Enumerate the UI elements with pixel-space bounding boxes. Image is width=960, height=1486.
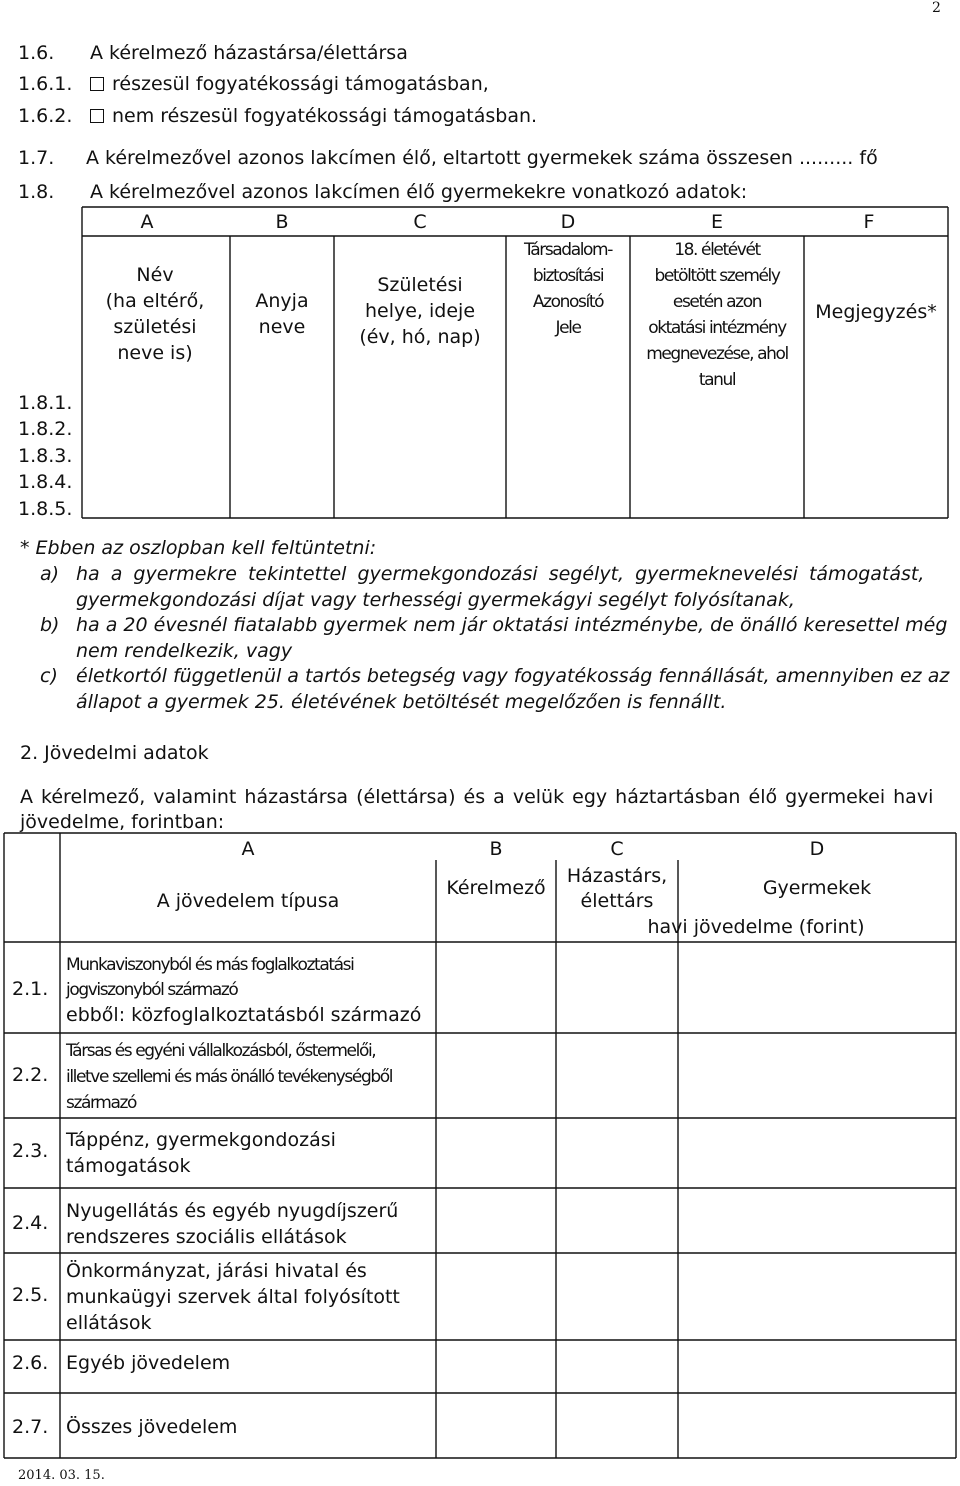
col-letter-d: D bbox=[560, 211, 576, 233]
header-birth-place-date: Születési helye, ideje (év, hó, nap) bbox=[359, 274, 481, 348]
section-2-intro-line2: jövedelme, forintban: bbox=[20, 811, 225, 833]
item-1-6-1 bbox=[90, 73, 489, 95]
checkbox[interactable] bbox=[90, 77, 104, 91]
row-1-8-2: 1.8.2. bbox=[18, 418, 73, 440]
col-letter-f: F bbox=[863, 211, 875, 233]
row-1-8-3: 1.8.3. bbox=[18, 445, 73, 467]
income-row-2-4-number: 2.4. bbox=[12, 1212, 49, 1234]
footnote-b-line2: nem rendelkezik, vagy bbox=[76, 640, 293, 662]
income-row-2-7-label: Összes jövedelem bbox=[66, 1416, 238, 1438]
spouse-header: Házastárs, élettárs bbox=[566, 865, 668, 912]
footnote-c-line2: állapot a gyermek 25. életévének betöltését megelőzően is fennállt. bbox=[76, 691, 727, 713]
applicant-header: Kérelmező bbox=[446, 877, 546, 899]
footnote-intro: * Ebben az oszlopban kell feltüntetni: bbox=[20, 537, 377, 559]
item-1-6-2-number: 1.6.2. bbox=[18, 105, 73, 127]
item-1-6-text: A kérelmező házastársa/élettársa bbox=[90, 42, 408, 64]
income-col-letter-a: A bbox=[241, 838, 255, 860]
footnote-a-label: a) bbox=[40, 563, 60, 585]
item-1-7-number: 1.7. bbox=[18, 147, 55, 169]
income-row-2-7-number: 2.7. bbox=[12, 1416, 49, 1438]
col-letter-e: E bbox=[710, 211, 723, 233]
header-remarks: Megjegyzés* bbox=[815, 301, 937, 323]
income-col-letter-d: D bbox=[809, 838, 825, 860]
item-1-8-text: A kérelmezővel azonos lakcímen élő gyermekekre vonatkozó adatok: bbox=[90, 181, 748, 203]
monthly-income-header: havi jövedelme (forint) bbox=[647, 916, 865, 938]
section-2-intro-line1: A kérelmező, valamint házastársa (élettársa) és a velük egy háztartásban élő gyermekei havi bbox=[20, 786, 934, 808]
income-row-2-5-label: Önkormányzat, járási hivatal és munkaügyi szervek által folyósított ellátások bbox=[66, 1260, 400, 1334]
income-row-2-5-number: 2.5. bbox=[12, 1284, 49, 1306]
income-row-2-1-label: Munkaviszonyból és más foglalkoztatási jogviszonyból származó ebből: közfoglalkoztatásból származó bbox=[66, 955, 422, 1026]
item-1-6-1-text: részesül fogyatékossági támogatásban, bbox=[112, 73, 489, 95]
page-number: 2 bbox=[932, 0, 941, 16]
col-letter-b: B bbox=[275, 211, 289, 233]
income-row-2-2-label: Társas és egyéni vállalkozásból, őstermelői, illetve szellemi és más önálló tevékenységből származó bbox=[66, 1041, 393, 1113]
footnote-b-label: b) bbox=[40, 614, 60, 636]
children-header: Gyermekek bbox=[762, 877, 872, 899]
header-mother-name: Anyja neve bbox=[255, 290, 309, 338]
income-type-header: A jövedelem típusa bbox=[156, 890, 340, 912]
income-row-2-2-number: 2.2. bbox=[12, 1064, 49, 1086]
footer-date: 2014. 03. 15. bbox=[18, 1468, 105, 1483]
income-row-2-1-number: 2.1. bbox=[12, 978, 49, 1000]
footnote-b-line1: ha a 20 évesnél fiatalabb gyermek nem jár oktatási intézménybe, de önálló keresettel még bbox=[76, 614, 948, 636]
item-1-7-text: A kérelmezővel azonos lakcímen élő, eltartott gyermekek száma összesen ......... fő bbox=[86, 147, 878, 169]
footnote-c-label: c) bbox=[40, 665, 58, 687]
header-name: Név (ha eltérő, születési neve is) bbox=[105, 264, 205, 364]
item-1-6-2 bbox=[90, 105, 537, 127]
footnote-a-line2: gyermekgondozási díjat vagy terhességi gyermekágyi segélyt folyósítanak, bbox=[76, 589, 795, 611]
item-1-6-1-number: 1.6.1. bbox=[18, 73, 73, 95]
row-1-8-1: 1.8.1. bbox=[18, 392, 73, 414]
header-school-name: 18. életévét betöltött személy esetén azon oktatási intézmény megnevezése, ahol tanul bbox=[646, 240, 788, 390]
income-row-2-3-number: 2.3. bbox=[12, 1140, 49, 1162]
item-1-8-number: 1.8. bbox=[18, 181, 55, 203]
header-social-security-id: Társadalom- biztosítási Azonosító Jele bbox=[524, 240, 612, 338]
income-row-2-6-label: Egyéb jövedelem bbox=[66, 1352, 231, 1374]
row-1-8-5: 1.8.5. bbox=[18, 498, 73, 520]
income-col-letter-b: B bbox=[489, 838, 503, 860]
checkbox[interactable] bbox=[90, 109, 104, 123]
footnote-c-line1: életkortól függetlenül a tartós betegség vagy fogyatékosság fennállását, amennyiben ez az bbox=[76, 665, 950, 687]
income-row-2-3-label: Táppénz, gyermekgondozási támogatások bbox=[66, 1129, 336, 1177]
item-1-6-number: 1.6. bbox=[18, 42, 55, 64]
income-row-2-4-label: Nyugellátás és egyéb nyugdíjszerű rendszeres szociális ellátások bbox=[66, 1200, 399, 1248]
col-letter-a: A bbox=[140, 211, 154, 233]
section-2-title: 2. Jövedelmi adatok bbox=[20, 742, 209, 764]
income-row-2-6-number: 2.6. bbox=[12, 1352, 49, 1374]
row-1-8-4: 1.8.4. bbox=[18, 471, 73, 493]
footnote-a-line1: ha a gyermekre tekintettel gyermekgondozási segélyt, gyermeknevelési támogatást, bbox=[76, 563, 925, 585]
income-col-letter-c: C bbox=[610, 838, 624, 860]
col-letter-c: C bbox=[413, 211, 427, 233]
item-1-6-2-text: nem részesül fogyatékossági támogatásban. bbox=[112, 105, 538, 127]
